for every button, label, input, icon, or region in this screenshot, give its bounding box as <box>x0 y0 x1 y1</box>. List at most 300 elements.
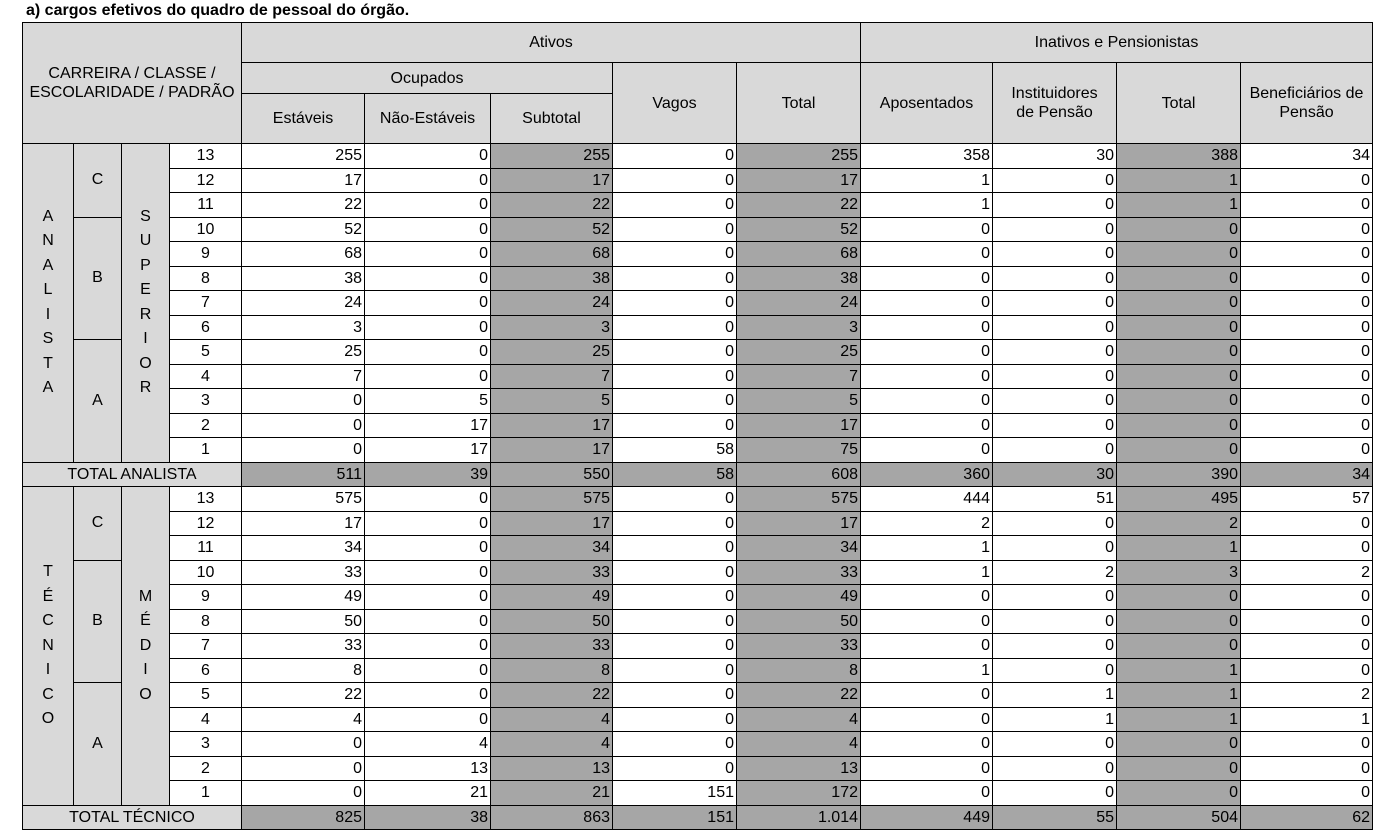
total-label: TOTAL TÉCNICO <box>23 805 242 830</box>
career-letters: T É C N I C O <box>41 563 55 727</box>
nao-estaveis-cell: 0 <box>365 193 491 218</box>
vagos-cell: 0 <box>613 315 737 340</box>
carreira-header: CARREIRA / CLASSE / ESCOLARIDADE / PADRÃO <box>23 23 242 144</box>
total-inativos-cell: 0 <box>1117 340 1241 365</box>
aposentados-cell: 0 <box>861 707 993 732</box>
vagos-cell: 0 <box>613 242 737 267</box>
estaveis-cell: 52 <box>242 217 365 242</box>
total-cell: 172 <box>737 781 861 806</box>
padrao-cell: 1 <box>170 781 242 806</box>
instituidores-cell: 0 <box>993 242 1117 267</box>
total-inativos-cell: 0 <box>1117 291 1241 316</box>
estaveis-cell: 17 <box>242 168 365 193</box>
nao-estaveis-cell: 4 <box>365 732 491 757</box>
total-cell: 34 <box>737 536 861 561</box>
class-b-label: B <box>74 560 122 683</box>
total-estaveis-cell: 511 <box>242 462 365 487</box>
table-row <box>23 781 1373 806</box>
aposentados-cell: 0 <box>861 266 993 291</box>
estaveis-header: Estáveis <box>242 94 365 144</box>
total-cell: 49 <box>737 585 861 610</box>
career-label <box>23 487 74 806</box>
vagos-cell: 0 <box>613 560 737 585</box>
escolaridade-label <box>122 144 170 463</box>
beneficiarios-cell: 0 <box>1241 340 1373 365</box>
vagos-header: Vagos <box>613 63 737 144</box>
subtotal-cell: 34 <box>491 536 613 561</box>
total-total-cell: 1.014 <box>737 805 861 830</box>
estaveis-cell: 17 <box>242 511 365 536</box>
beneficiarios-cell: 0 <box>1241 413 1373 438</box>
vagos-cell: 0 <box>613 511 737 536</box>
instituidores-cell: 0 <box>993 364 1117 389</box>
vagos-cell: 0 <box>613 732 737 757</box>
nao-estaveis-cell: 0 <box>365 291 491 316</box>
vagos-cell: 0 <box>613 487 737 512</box>
total-inativos-header: Total <box>1117 63 1241 144</box>
estaveis-cell: 25 <box>242 340 365 365</box>
vagos-cell: 0 <box>613 707 737 732</box>
total-total-cell: 608 <box>737 462 861 487</box>
padrao-cell: 10 <box>170 560 242 585</box>
nao-estaveis-cell: 17 <box>365 413 491 438</box>
class-a-label: A <box>74 340 122 463</box>
total-inativos-cell: 1 <box>1117 707 1241 732</box>
total-cell: 17 <box>737 413 861 438</box>
table-row <box>23 732 1373 757</box>
total-instituidores-cell: 30 <box>993 462 1117 487</box>
padrao-cell: 13 <box>170 144 242 169</box>
estaveis-cell: 0 <box>242 438 365 463</box>
vagos-cell: 0 <box>613 634 737 659</box>
total-inativos-cell: 3 <box>1117 560 1241 585</box>
beneficiarios-cell: 2 <box>1241 560 1373 585</box>
total-total-inativos-cell: 504 <box>1117 805 1241 830</box>
vagos-cell: 0 <box>613 193 737 218</box>
instituidores-cell: 0 <box>993 193 1117 218</box>
escolaridade-letters: M É D I O <box>138 587 153 703</box>
nao-estaveis-cell: 0 <box>365 340 491 365</box>
total-cell: 7 <box>737 364 861 389</box>
beneficiarios-cell: 2 <box>1241 683 1373 708</box>
nao-estaveis-cell: 0 <box>365 168 491 193</box>
subtotal-cell: 33 <box>491 560 613 585</box>
total-inativos-cell: 0 <box>1117 609 1241 634</box>
total-inativos-cell: 1 <box>1117 168 1241 193</box>
total-cell: 52 <box>737 217 861 242</box>
padrao-cell: 5 <box>170 683 242 708</box>
padrao-cell: 2 <box>170 756 242 781</box>
total-cell: 17 <box>737 511 861 536</box>
total-aposentados-cell: 360 <box>861 462 993 487</box>
total-beneficiarios-cell: 62 <box>1241 805 1373 830</box>
total-inativos-cell: 0 <box>1117 242 1241 267</box>
career-label <box>23 144 74 463</box>
instituidores-cell: 0 <box>993 609 1117 634</box>
padrao-cell: 9 <box>170 585 242 610</box>
total-estaveis-cell: 825 <box>242 805 365 830</box>
aposentados-cell: 0 <box>861 315 993 340</box>
instituidores-cell: 0 <box>993 291 1117 316</box>
total-nao-estaveis-cell: 38 <box>365 805 491 830</box>
aposentados-cell: 1 <box>861 560 993 585</box>
table-row <box>23 487 1373 512</box>
estaveis-cell: 8 <box>242 658 365 683</box>
instituidores-cell: 0 <box>993 266 1117 291</box>
nao-estaveis-cell: 0 <box>365 266 491 291</box>
total-cell: 38 <box>737 266 861 291</box>
total-cell: 75 <box>737 438 861 463</box>
ocupados-header: Ocupados <box>242 63 613 94</box>
table-row <box>23 266 1373 291</box>
aposentados-cell: 0 <box>861 340 993 365</box>
vagos-cell: 0 <box>613 683 737 708</box>
total-subtotal-cell: 550 <box>491 462 613 487</box>
vagos-cell: 0 <box>613 609 737 634</box>
vagos-cell: 0 <box>613 389 737 414</box>
total-cell: 25 <box>737 340 861 365</box>
vagos-cell: 0 <box>613 413 737 438</box>
subtotal-cell: 49 <box>491 585 613 610</box>
vagos-cell: 0 <box>613 756 737 781</box>
nao-estaveis-cell: 0 <box>365 683 491 708</box>
subtotal-cell: 52 <box>491 217 613 242</box>
total-inativos-cell: 388 <box>1117 144 1241 169</box>
total-vagos-cell: 58 <box>613 462 737 487</box>
beneficiarios-cell: 0 <box>1241 193 1373 218</box>
total-vagos-cell: 151 <box>613 805 737 830</box>
class-b-label: B <box>74 217 122 340</box>
subtotal-cell: 22 <box>491 193 613 218</box>
vagos-cell: 0 <box>613 266 737 291</box>
beneficiarios-cell: 0 <box>1241 291 1373 316</box>
subtotal-cell: 38 <box>491 266 613 291</box>
aposentados-cell: 1 <box>861 193 993 218</box>
padrao-cell: 4 <box>170 707 242 732</box>
aposentados-cell: 0 <box>861 732 993 757</box>
vagos-cell: 0 <box>613 340 737 365</box>
beneficiarios-cell: 57 <box>1241 487 1373 512</box>
tecnico-section <box>23 487 1373 830</box>
table-row <box>23 364 1373 389</box>
padrao-cell: 12 <box>170 511 242 536</box>
subtotal-cell: 7 <box>491 364 613 389</box>
total-instituidores-cell: 55 <box>993 805 1117 830</box>
aposentados-cell: 1 <box>861 658 993 683</box>
total-cell: 13 <box>737 756 861 781</box>
padrao-cell: 6 <box>170 315 242 340</box>
instituidores-cell: 0 <box>993 536 1117 561</box>
aposentados-cell: 1 <box>861 168 993 193</box>
padrao-cell: 8 <box>170 609 242 634</box>
table-row <box>23 560 1373 585</box>
aposentados-cell: 444 <box>861 487 993 512</box>
subtotal-header: Subtotal <box>491 94 613 144</box>
subtotal-cell: 68 <box>491 242 613 267</box>
subtotal-cell: 3 <box>491 315 613 340</box>
table-row <box>23 389 1373 414</box>
beneficiarios-cell: 0 <box>1241 756 1373 781</box>
aposentados-cell: 0 <box>861 756 993 781</box>
class-c-label: C <box>74 144 122 218</box>
aposentados-cell: 2 <box>861 511 993 536</box>
analista-section <box>23 144 1373 487</box>
vagos-cell: 0 <box>613 536 737 561</box>
padrao-cell: 11 <box>170 193 242 218</box>
total-cell: 4 <box>737 732 861 757</box>
class-a-label: A <box>74 683 122 806</box>
beneficiarios-cell: 0 <box>1241 511 1373 536</box>
aposentados-cell: 0 <box>861 634 993 659</box>
padrao-cell: 7 <box>170 291 242 316</box>
nao-estaveis-cell: 0 <box>365 242 491 267</box>
nao-estaveis-cell: 17 <box>365 438 491 463</box>
padrao-cell: 1 <box>170 438 242 463</box>
instituidores-cell: 0 <box>993 217 1117 242</box>
total-inativos-cell: 0 <box>1117 413 1241 438</box>
nao-estaveis-cell: 0 <box>365 511 491 536</box>
table-row <box>23 144 1373 169</box>
vagos-cell: 0 <box>613 585 737 610</box>
total-subtotal-cell: 863 <box>491 805 613 830</box>
total-cell: 5 <box>737 389 861 414</box>
table-caption: a) cargos efetivos do quadro de pessoal do órgão. <box>26 2 410 19</box>
nao-estaveis-cell: 0 <box>365 560 491 585</box>
vagos-cell: 58 <box>613 438 737 463</box>
aposentados-cell: 0 <box>861 217 993 242</box>
beneficiarios-cell: 0 <box>1241 168 1373 193</box>
padrao-cell: 11 <box>170 536 242 561</box>
vagos-cell: 0 <box>613 217 737 242</box>
career-letters: A N A L I S T A <box>42 207 54 397</box>
estaveis-cell: 22 <box>242 193 365 218</box>
table-row <box>23 217 1373 242</box>
aposentados-cell: 0 <box>861 364 993 389</box>
aposentados-header: Aposentados <box>861 63 993 144</box>
escolaridade-letters: S U P E R I O R <box>139 207 152 397</box>
total-cell: 4 <box>737 707 861 732</box>
nao-estaveis-cell: 0 <box>365 634 491 659</box>
instituidores-cell: 0 <box>993 413 1117 438</box>
table-row <box>23 536 1373 561</box>
padrao-cell: 4 <box>170 364 242 389</box>
vagos-cell: 0 <box>613 144 737 169</box>
estaveis-cell: 24 <box>242 291 365 316</box>
aposentados-cell: 0 <box>861 609 993 634</box>
beneficiarios-cell: 0 <box>1241 536 1373 561</box>
padrao-cell: 5 <box>170 340 242 365</box>
total-cell: 50 <box>737 609 861 634</box>
table-row <box>23 193 1373 218</box>
total-inativos-cell: 1 <box>1117 536 1241 561</box>
table-row <box>23 756 1373 781</box>
subtotal-cell: 17 <box>491 168 613 193</box>
total-cell: 3 <box>737 315 861 340</box>
aposentados-cell: 0 <box>861 291 993 316</box>
beneficiarios-cell: 0 <box>1241 634 1373 659</box>
total-cell: 22 <box>737 193 861 218</box>
subtotal-cell: 5 <box>491 389 613 414</box>
instituidores-cell: 0 <box>993 315 1117 340</box>
subtotal-cell: 17 <box>491 413 613 438</box>
aposentados-cell: 1 <box>861 536 993 561</box>
total-cell: 22 <box>737 683 861 708</box>
beneficiarios-cell: 1 <box>1241 707 1373 732</box>
table-row <box>23 609 1373 634</box>
padrao-cell: 2 <box>170 413 242 438</box>
total-inativos-cell: 1 <box>1117 658 1241 683</box>
instituidores-cell: 1 <box>993 683 1117 708</box>
table-row <box>23 340 1373 365</box>
estaveis-cell: 38 <box>242 266 365 291</box>
padrao-cell: 8 <box>170 266 242 291</box>
estaveis-cell: 0 <box>242 756 365 781</box>
subtotal-cell: 575 <box>491 487 613 512</box>
padrao-cell: 7 <box>170 634 242 659</box>
beneficiarios-cell: 0 <box>1241 389 1373 414</box>
instituidores-cell: 51 <box>993 487 1117 512</box>
table-row <box>23 683 1373 708</box>
aposentados-cell: 358 <box>861 144 993 169</box>
beneficiarios-cell: 0 <box>1241 609 1373 634</box>
escolaridade-label <box>122 487 170 806</box>
estaveis-cell: 4 <box>242 707 365 732</box>
aposentados-cell: 0 <box>861 242 993 267</box>
subtotal-cell: 255 <box>491 144 613 169</box>
beneficiarios-cell: 0 <box>1241 585 1373 610</box>
padrao-cell: 9 <box>170 242 242 267</box>
instituidores-cell: 1 <box>993 707 1117 732</box>
estaveis-cell: 34 <box>242 536 365 561</box>
instituidores-cell: 0 <box>993 340 1117 365</box>
instituidores-cell: 0 <box>993 658 1117 683</box>
vagos-cell: 0 <box>613 291 737 316</box>
staff-table <box>22 22 1373 830</box>
table-row <box>23 585 1373 610</box>
estaveis-cell: 575 <box>242 487 365 512</box>
total-row <box>23 805 1373 830</box>
aposentados-cell: 0 <box>861 781 993 806</box>
total-inativos-cell: 0 <box>1117 217 1241 242</box>
beneficiarios-cell: 0 <box>1241 781 1373 806</box>
vagos-cell: 0 <box>613 658 737 683</box>
total-inativos-cell: 0 <box>1117 756 1241 781</box>
nao-estaveis-cell: 0 <box>365 707 491 732</box>
vagos-cell: 151 <box>613 781 737 806</box>
nao-estaveis-cell: 13 <box>365 756 491 781</box>
total-cell: 68 <box>737 242 861 267</box>
subtotal-cell: 17 <box>491 511 613 536</box>
subtotal-cell: 22 <box>491 683 613 708</box>
nao-estaveis-cell: 0 <box>365 315 491 340</box>
estaveis-cell: 50 <box>242 609 365 634</box>
beneficiarios-cell: 0 <box>1241 438 1373 463</box>
total-inativos-cell: 1 <box>1117 683 1241 708</box>
nao-estaveis-cell: 21 <box>365 781 491 806</box>
total-inativos-cell: 0 <box>1117 634 1241 659</box>
total-cell: 24 <box>737 291 861 316</box>
total-row <box>23 462 1373 487</box>
table-row <box>23 291 1373 316</box>
estaveis-cell: 0 <box>242 389 365 414</box>
total-cell: 255 <box>737 144 861 169</box>
total-inativos-cell: 0 <box>1117 266 1241 291</box>
total-inativos-cell: 0 <box>1117 732 1241 757</box>
subtotal-cell: 4 <box>491 732 613 757</box>
instituidores-cell: 0 <box>993 389 1117 414</box>
estaveis-cell: 22 <box>242 683 365 708</box>
instituidores-cell: 2 <box>993 560 1117 585</box>
inativos-header: Inativos e Pensionistas <box>861 23 1373 63</box>
total-inativos-cell: 0 <box>1117 585 1241 610</box>
total-nao-estaveis-cell: 39 <box>365 462 491 487</box>
beneficiarios-cell: 0 <box>1241 217 1373 242</box>
beneficiarios-cell: 0 <box>1241 266 1373 291</box>
subtotal-cell: 4 <box>491 707 613 732</box>
total-inativos-cell: 0 <box>1117 315 1241 340</box>
table-row <box>23 242 1373 267</box>
total-beneficiarios-cell: 34 <box>1241 462 1373 487</box>
aposentados-cell: 0 <box>861 389 993 414</box>
instituidores-cell: 30 <box>993 144 1117 169</box>
aposentados-cell: 0 <box>861 585 993 610</box>
table-row <box>23 168 1373 193</box>
vagos-cell: 0 <box>613 168 737 193</box>
total-inativos-cell: 2 <box>1117 511 1241 536</box>
total-cell: 33 <box>737 634 861 659</box>
beneficiarios-cell: 34 <box>1241 144 1373 169</box>
total-label: TOTAL ANALISTA <box>23 462 242 487</box>
beneficiarios-cell: 0 <box>1241 732 1373 757</box>
total-cell: 8 <box>737 658 861 683</box>
total-inativos-cell: 0 <box>1117 781 1241 806</box>
total-inativos-cell: 0 <box>1117 438 1241 463</box>
nao-estaveis-cell: 5 <box>365 389 491 414</box>
nao-estaveis-cell: 0 <box>365 585 491 610</box>
padrao-cell: 13 <box>170 487 242 512</box>
estaveis-cell: 0 <box>242 413 365 438</box>
total-total-inativos-cell: 390 <box>1117 462 1241 487</box>
nao-estaveis-cell: 0 <box>365 487 491 512</box>
total-inativos-cell: 1 <box>1117 193 1241 218</box>
table-row <box>23 634 1373 659</box>
nao-estaveis-cell: 0 <box>365 536 491 561</box>
instituidores-cell: 0 <box>993 634 1117 659</box>
subtotal-cell: 33 <box>491 634 613 659</box>
beneficiarios-cell: 0 <box>1241 315 1373 340</box>
table-row <box>23 658 1373 683</box>
total-aposentados-cell: 449 <box>861 805 993 830</box>
beneficiarios-cell: 0 <box>1241 242 1373 267</box>
total-cell: 17 <box>737 168 861 193</box>
aposentados-cell: 0 <box>861 413 993 438</box>
total-inativos-cell: 495 <box>1117 487 1241 512</box>
subtotal-cell: 24 <box>491 291 613 316</box>
subtotal-cell: 25 <box>491 340 613 365</box>
instituidores-header: Instituidores de Pensão <box>993 63 1117 144</box>
nao-estaveis-cell: 0 <box>365 217 491 242</box>
padrao-cell: 3 <box>170 732 242 757</box>
estaveis-cell: 33 <box>242 634 365 659</box>
instituidores-cell: 0 <box>993 168 1117 193</box>
instituidores-cell: 0 <box>993 585 1117 610</box>
ativos-header: Ativos <box>242 23 861 63</box>
estaveis-cell: 0 <box>242 781 365 806</box>
padrao-cell: 3 <box>170 389 242 414</box>
subtotal-cell: 13 <box>491 756 613 781</box>
nao-estaveis-cell: 0 <box>365 364 491 389</box>
nao-estaveis-header: Não-Estáveis <box>365 94 491 144</box>
